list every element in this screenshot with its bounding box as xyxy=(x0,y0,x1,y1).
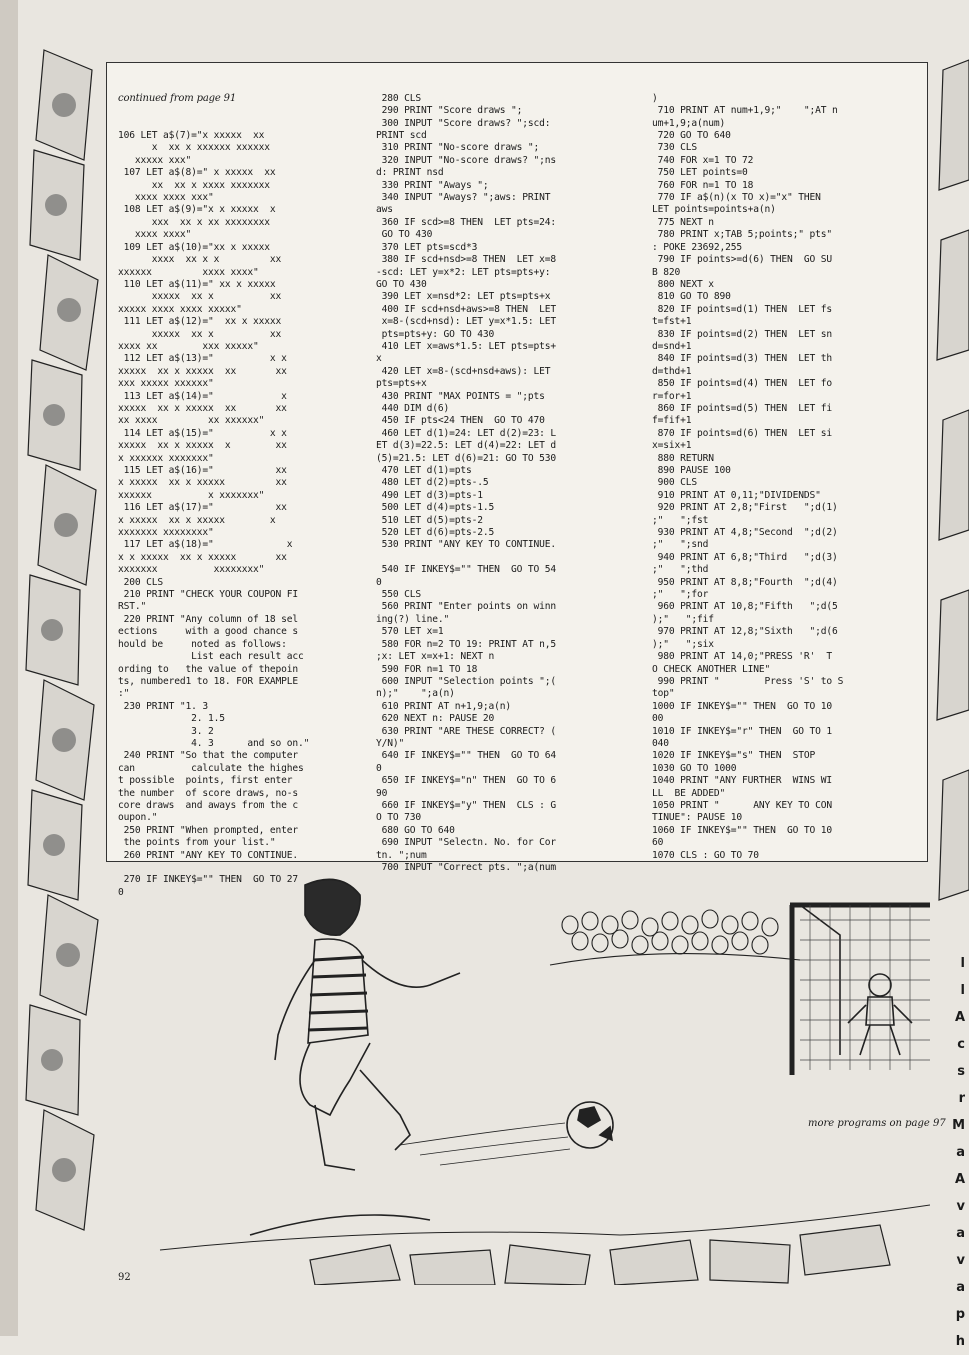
code-line: t possible points, first enter xyxy=(118,775,293,787)
code-line: 4. 3 and so on." xyxy=(118,737,310,749)
code-line: 115 LET a$(16)=" xx xyxy=(118,465,287,476)
code-line: 710 PRINT AT num+1,9;" ";AT n xyxy=(652,105,838,117)
code-line: d=snd+1 xyxy=(652,340,692,352)
code-line: O CHECK ANOTHER LINE" xyxy=(652,663,771,675)
code-line: xxxxxxx xxxxxxxx" xyxy=(118,564,265,576)
code-line: 320 INPUT "No-score draws? ";ns xyxy=(376,154,557,166)
code-line: 0 xyxy=(118,886,124,898)
code-line: 890 PAUSE 100 xyxy=(652,465,731,476)
code-line: core draws and aways from the c xyxy=(118,799,299,811)
code-line: 210 PRINT "CHECK YOUR COUPON FI xyxy=(118,589,299,601)
code-line: B 820 xyxy=(652,266,681,278)
code-line: 310 PRINT "No-score draws "; xyxy=(376,142,540,154)
code-line: n);" ";a(n) xyxy=(376,688,455,700)
listing-column-3 xyxy=(652,68,922,874)
code-line: 114 LET a$(15)=" x x xyxy=(118,427,287,439)
code-line: 500 LET d(4)=pts-1.5 xyxy=(376,502,495,514)
code-line: xxxx xxxx xxx" xyxy=(118,192,214,204)
code-line: 1000 IF INKEY$="" THEN GO TO 10 xyxy=(652,700,833,712)
code-line: RST." xyxy=(118,601,147,613)
code-line: 600 INPUT "Selection points ";( xyxy=(376,675,557,687)
code-line: 280 CLS xyxy=(376,92,422,104)
code-line: 830 IF points=d(2) THEN LET sn xyxy=(652,328,833,340)
code-line: 590 FOR n=1 TO 18 xyxy=(376,663,478,675)
code-line: xxxx xx x x xx xyxy=(118,254,282,266)
code-line: 870 IF points=d(6) THEN LET si xyxy=(652,427,833,439)
code-line: 00 xyxy=(652,713,664,725)
code-line: xxxxx xx x xx xyxy=(118,328,282,340)
code-line: 430 PRINT "MAX POINTS = ";pts xyxy=(376,390,545,402)
code-line: xxxxxx xxxx xxxx" xyxy=(118,266,259,278)
code-line: 480 LET d(2)=pts-.5 xyxy=(376,477,489,489)
code-line: 1030 GO TO 1000 xyxy=(652,762,737,774)
code-line: 400 IF scd+nsd+aws>=8 THEN LET xyxy=(376,303,557,315)
code-line: ET d(3)=22.5: LET d(4)=22: LET d xyxy=(376,440,557,452)
code-line: ing(?) line." xyxy=(376,613,450,625)
code-line: 750 LET points=0 xyxy=(652,167,748,179)
code-line: xxxxx xxxx xxxx xxxxx" xyxy=(118,303,242,315)
code-line: O TO 730 xyxy=(376,812,422,824)
code-line: );" ";six xyxy=(652,638,714,650)
code-line: ;" ";snd xyxy=(652,539,709,551)
code-line: 580 FOR n=2 TO 19: PRINT AT n,5 xyxy=(376,638,557,650)
code-line: ts, numbered1 to 18. FOR EXAMPLE xyxy=(118,675,299,687)
code-line: GO TO 430 xyxy=(376,229,433,241)
code-line: xxxxxxx xxxxxxxx" xyxy=(118,527,214,539)
continued-note: continued from page 91 xyxy=(118,92,237,104)
code-line: xxxxx xx x xxxxx xx xx xyxy=(118,402,287,414)
code-line: 270 IF INKEY$="" THEN GO TO 27 xyxy=(118,874,299,886)
code-line: );" ";fif xyxy=(652,613,714,625)
code-line: 990 PRINT " Press 'S' to S xyxy=(652,675,844,687)
code-line: ;" ";fst xyxy=(652,514,709,526)
code-line: 110 LET a$(11)=" xx x xxxxx xyxy=(118,278,276,290)
code-line: xxx xx x xx xxxxxxxx xyxy=(118,216,270,228)
code-line: r=for+1 xyxy=(652,390,692,402)
code-line: 780 PRINT x;TAB 5;points;" pts" xyxy=(652,229,833,241)
code-line: 700 INPUT "Correct pts. ";a(num xyxy=(376,862,557,873)
code-line: ;" ";for xyxy=(652,589,709,601)
football-illustration xyxy=(100,865,930,1285)
code-line: List each result acc xyxy=(118,651,304,663)
code-line: f=fif+1 xyxy=(652,415,692,427)
code-line: the points from your list." xyxy=(118,837,276,849)
code-line: 1040 PRINT "ANY FURTHER WINS WI xyxy=(652,775,833,787)
code-line: 800 NEXT x xyxy=(652,278,714,290)
code-line: 910 PRINT AT 0,11;"DIVIDENDS" xyxy=(652,489,821,501)
code-line: can calculate the highes xyxy=(118,762,304,774)
code-line: xx xxxx xx xxxxxx" xyxy=(118,415,265,427)
page-number: 92 xyxy=(118,1272,131,1283)
code-line: 1060 IF INKEY$="" THEN GO TO 10 xyxy=(652,824,833,836)
code-line: 790 IF points>=d(6) THEN GO SU xyxy=(652,254,833,266)
code-line: 200 CLS xyxy=(118,576,164,588)
code-line: 970 PRINT AT 12,8;"Sixth ";d(6 xyxy=(652,626,838,638)
code-line: pts=pts+y: GO TO 430 xyxy=(376,328,495,340)
code-line: aws xyxy=(376,204,393,216)
code-line: 1020 IF INKEY$="s" THEN STOP xyxy=(652,750,816,762)
code-line: 370 LET pts=scd*3 xyxy=(376,241,478,253)
code-line: 570 LET x=1 xyxy=(376,626,444,638)
code-line: oupon." xyxy=(118,812,158,824)
code-line: 530 PRINT "ANY KEY TO CONTINUE. xyxy=(376,539,557,551)
code-line: xxxx xx xxx xxxxx" xyxy=(118,340,259,352)
code-line: 040 xyxy=(652,737,669,749)
code-line: 250 PRINT "When prompted, enter xyxy=(118,824,299,836)
code-line: xxxxx xx x xx xyxy=(118,291,282,303)
code-line: 760 FOR n=1 TO 18 xyxy=(652,179,754,191)
right-banknote-border xyxy=(933,40,969,1040)
code-line: 0 xyxy=(376,576,382,588)
code-line: 510 LET d(5)=pts-2 xyxy=(376,514,483,526)
code-line: 1070 CLS : GO TO 70 xyxy=(652,849,759,861)
code-line: 900 CLS xyxy=(652,477,698,489)
code-line: x xxxxx xx x xxxxx xx xyxy=(118,477,287,489)
code-line: LL BE ADDED" xyxy=(652,787,726,799)
code-line: 680 GO TO 640 xyxy=(376,824,455,836)
code-line: 540 IF INKEY$="" THEN GO TO 54 xyxy=(376,564,557,576)
code-line: ) xyxy=(652,92,658,104)
code-line: ections with a good chance s xyxy=(118,626,299,638)
code-line: 60 xyxy=(652,837,664,849)
code-line: 770 IF a$(n)(x TO x)="x" THEN xyxy=(652,192,821,204)
code-line: t=fst+1 xyxy=(652,316,692,328)
code-line: 960 PRINT AT 10,8;"Fifth ";d(5 xyxy=(652,601,838,613)
code-line: 920 PRINT AT 2,8;"First ";d(1) xyxy=(652,502,838,514)
code-line: 116 LET a$(17)=" xx xyxy=(118,502,287,514)
code-line: 90 xyxy=(376,787,388,799)
next-page-edge-text: l l A c s r M a A v a v a p h xyxy=(952,956,965,1349)
code-line: xxx xxxxx xxxxxx" xyxy=(118,378,214,390)
code-line: 840 IF points=d(3) THEN LET th xyxy=(652,353,833,365)
code-line: 940 PRINT AT 6,8;"Third ";d(3) xyxy=(652,551,838,563)
code-line: 980 PRINT AT 14,0;"PRESS 'R' T xyxy=(652,651,833,663)
code-line: xxxxx xx x xxxxx x xx xyxy=(118,440,287,452)
code-line: 410 LET x=aws*1.5: LET pts=pts+ xyxy=(376,340,557,352)
code-line: 420 LET x=8-(scd+nsd+aws): LET xyxy=(376,365,551,377)
code-line: PRINT scd xyxy=(376,130,427,142)
code-line: 810 GO TO 890 xyxy=(652,291,731,303)
code-lines xyxy=(118,130,370,899)
code-line: ;" ";thd xyxy=(652,564,709,576)
code-line: 880 RETURN xyxy=(652,452,714,464)
code-line: x xxxxx xx x xxxxx x xyxy=(118,514,276,526)
code-line: 450 IF pts<24 THEN GO TO 470 xyxy=(376,415,545,427)
code-line xyxy=(376,552,638,564)
code-line: 109 LET a$(10)="xx x xxxxx xyxy=(118,241,270,253)
code-line: x xxxxxx xxxxxxx" xyxy=(118,452,214,464)
code-line: 340 INPUT "Aways? ";aws: PRINT xyxy=(376,192,551,204)
code-line: 850 IF points=d(4) THEN LET fo xyxy=(652,378,833,390)
code-line: 640 IF INKEY$="" THEN GO TO 64 xyxy=(376,750,557,762)
code-line: 720 GO TO 640 xyxy=(652,130,731,142)
code-line: x=8-(scd+nsd): LET y=x*1.5: LET xyxy=(376,316,557,328)
code-line: 620 NEXT n: PAUSE 20 xyxy=(376,713,495,725)
code-line: TINUE": PAUSE 10 xyxy=(652,812,743,824)
code-line: 650 IF INKEY$="n" THEN GO TO 6 xyxy=(376,775,557,787)
code-line: 740 FOR x=1 TO 72 xyxy=(652,154,754,166)
code-line: ;x: LET x=x+1: NEXT n xyxy=(376,651,495,663)
code-line: 930 PRINT AT 4,8;"Second ";d(2) xyxy=(652,527,838,539)
code-line: 630 PRINT "ARE THESE CORRECT? ( xyxy=(376,725,557,737)
code-line: 730 CLS xyxy=(652,142,698,154)
code-line: d: PRINT nsd xyxy=(376,167,444,179)
code-line: x xx x xxxxxx xxxxxx xyxy=(118,142,270,154)
code-line: 460 LET d(1)=24: LET d(2)=23: L xyxy=(376,427,557,439)
code-line: hould be noted as follows: xyxy=(118,638,287,650)
code-line: the number of score draws, no-s xyxy=(118,787,299,799)
code-line: 550 CLS xyxy=(376,589,422,601)
code-line: 0 xyxy=(376,762,382,774)
code-line: GO TO 430 xyxy=(376,278,427,290)
code-line: 470 LET d(1)=pts xyxy=(376,465,472,476)
code-line: x x xxxxx xx x xxxxx xx xyxy=(118,551,287,563)
code-line: um+1,9;a(num) xyxy=(652,117,726,129)
code-line: ording to the value of thepoin xyxy=(118,663,299,675)
code-line: LET points=points+a(n) xyxy=(652,204,776,216)
code-line: 300 INPUT "Score draws? ";scd: xyxy=(376,117,551,129)
code-line: 520 LET d(6)=pts-2.5 xyxy=(376,527,495,539)
code-line: 240 PRINT "So that the computer xyxy=(118,750,299,762)
code-line: -scd: LET y=x*2: LET pts=pts+y: xyxy=(376,266,551,278)
code-line: 3. 2 xyxy=(118,725,214,737)
code-line: x=six+1 xyxy=(652,440,692,452)
code-line: 1050 PRINT " ANY KEY TO CON xyxy=(652,799,833,811)
code-line: 330 PRINT "Aways "; xyxy=(376,179,489,191)
code-line: 112 LET a$(13)=" x x xyxy=(118,353,287,365)
code-line: 775 NEXT n xyxy=(652,216,714,228)
code-line: 820 IF points=d(1) THEN LET fs xyxy=(652,303,833,315)
code-line: 106 LET a$(7)="x xxxxx xx xyxy=(118,130,265,142)
code-line: pts=pts+x xyxy=(376,378,427,390)
code-line: 260 PRINT "ANY KEY TO CONTINUE. xyxy=(118,849,299,861)
code-line: xxxxxx x xxxxxxx" xyxy=(118,489,265,501)
code-lines xyxy=(652,93,922,862)
listing-column-2 xyxy=(376,68,638,887)
code-lines xyxy=(376,93,638,875)
code-line: 610 PRINT AT n+1,9;a(n) xyxy=(376,700,512,712)
code-line: xxxxx xxx" xyxy=(118,154,192,166)
code-line: 2. 1.5 xyxy=(118,713,225,725)
code-line: 111 LET a$(12)=" xx x xxxxx xyxy=(118,316,282,328)
listing-column-1 xyxy=(118,68,370,912)
left-banknote-border xyxy=(14,40,106,1280)
code-line: 490 LET d(3)=pts-1 xyxy=(376,489,483,501)
code-line: tn. ";num xyxy=(376,849,427,861)
code-line: 360 IF scd>=8 THEN LET pts=24: xyxy=(376,216,557,228)
code-line: 290 PRINT "Score draws "; xyxy=(376,105,523,117)
code-line: 230 PRINT "1. 3 xyxy=(118,700,209,712)
code-line: 660 IF INKEY$="y" THEN CLS : G xyxy=(376,799,557,811)
code-line: (5)=21.5: LET d(6)=21: GO TO 530 xyxy=(376,452,557,464)
more-programs-note: more programs on page 97 xyxy=(808,1118,946,1129)
code-line: xxxx xxxx" xyxy=(118,229,192,241)
code-line: 113 LET a$(14)=" x xyxy=(118,390,287,402)
code-line: xxxxx xx x xxxxx xx xx xyxy=(118,365,287,377)
code-line: Y/N)" xyxy=(376,737,405,749)
code-line: 380 IF scd+nsd>=8 THEN LET x=8 xyxy=(376,254,557,266)
code-line: 860 IF points=d(5) THEN LET fi xyxy=(652,402,833,414)
code-line: 107 LET a$(8)=" x xxxxx xx xyxy=(118,167,276,179)
code-line: : POKE 23692,255 xyxy=(652,241,743,253)
code-line: 440 DIM d(6) xyxy=(376,402,450,414)
code-line: 220 PRINT "Any column of 18 sel xyxy=(118,613,299,625)
code-line: 108 LET a$(9)="x x xxxxx x xyxy=(118,204,276,216)
code-line: top" xyxy=(652,688,675,700)
code-line: 950 PRINT AT 8,8;"Fourth ";d(4) xyxy=(652,576,838,588)
code-line: d=thd+1 xyxy=(652,365,692,377)
code-line: 560 PRINT "Enter points on winn xyxy=(376,601,557,613)
code-line: x xyxy=(376,353,382,365)
code-line: 690 INPUT "Selectn. No. for Cor xyxy=(376,837,557,849)
code-line: :" xyxy=(118,688,130,700)
code-line: 1010 IF INKEY$="r" THEN GO TO 1 xyxy=(652,725,833,737)
code-line: xx xx x xxxx xxxxxxx xyxy=(118,179,270,191)
code-line: 390 LET x=nsd*2: LET pts=pts+x xyxy=(376,291,551,303)
code-line: 117 LET a$(18)=" x xyxy=(118,539,293,551)
